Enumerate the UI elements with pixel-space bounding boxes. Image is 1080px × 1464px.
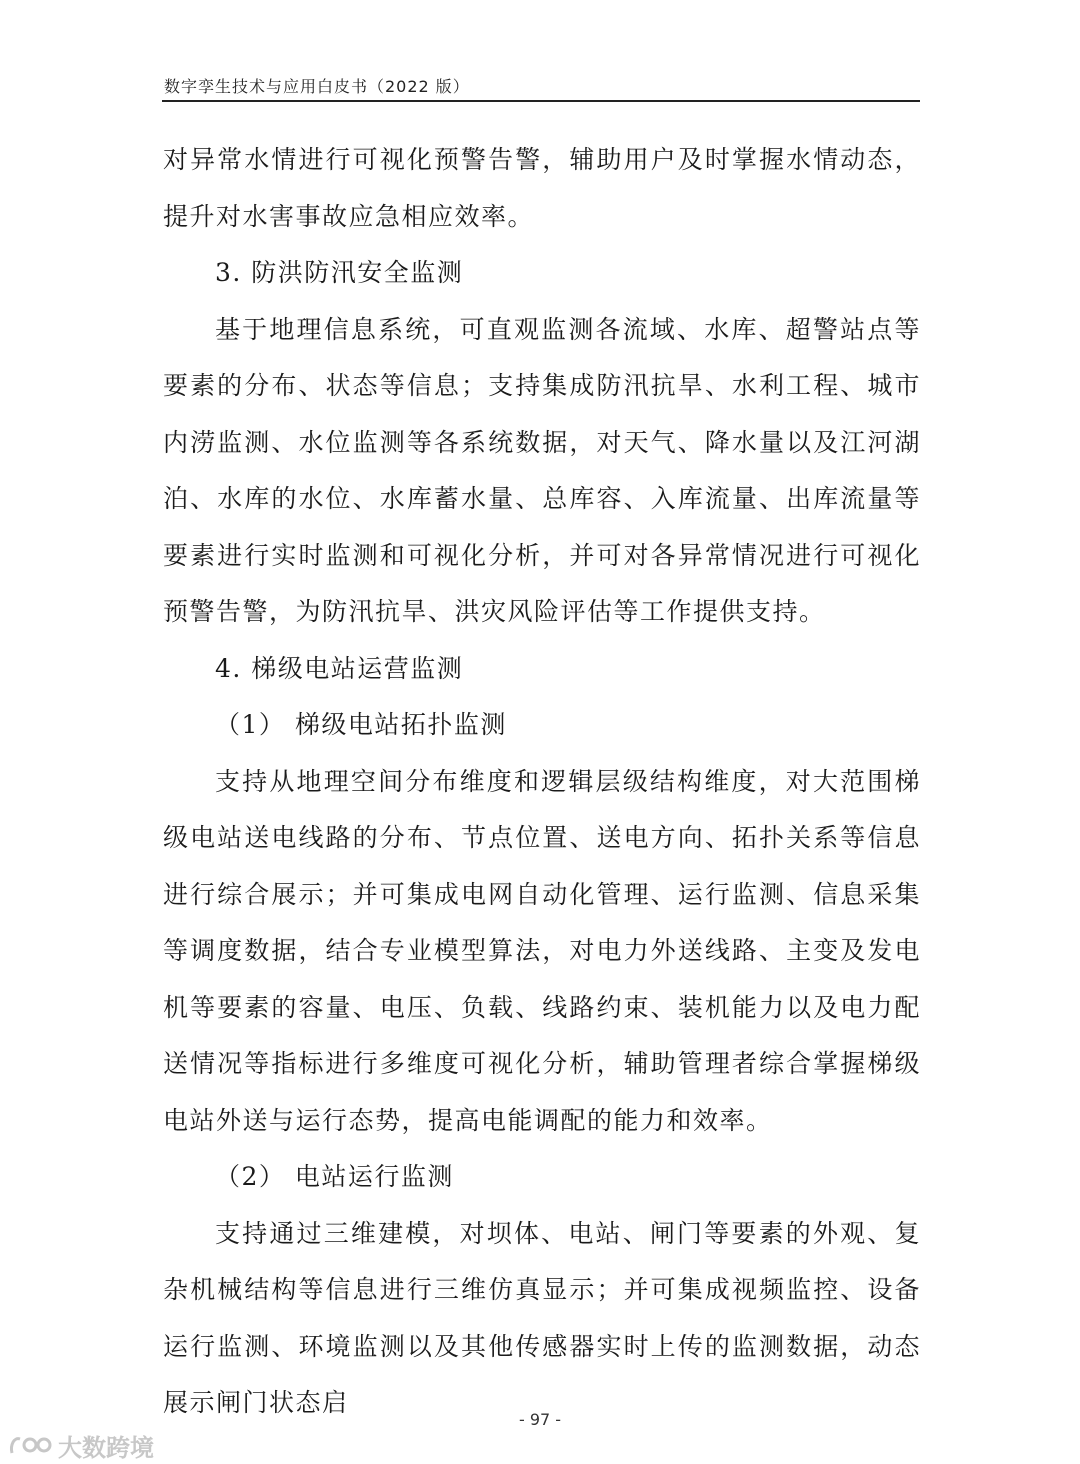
running-header: 数字孪生技术与应用白皮书（2022 版）	[164, 77, 470, 96]
paragraph-continued: 对异常水情进行可视化预警告警，辅助用户及时掌握水情动态，提升对水害事故应急相应效率。	[163, 145, 921, 231]
page-body	[163, 132, 921, 1432]
section-heading-3: 3. 防洪防汛安全监测	[215, 258, 464, 287]
page-number: - 97 -	[518, 1410, 562, 1429]
paragraph-station-monitoring: 支持通过三维建模，对坝体、电站、闸门等要素的外观、复杂机械结构等信息进行三维仿真显示；并可集成视频监控、设备运行监测、环境监测以及其他传感器实时上传的监测数据，动态展示闸门状态启	[163, 1218, 921, 1417]
subsection-heading-2: （2） 电站运行监测	[215, 1162, 454, 1191]
paragraph-flood-monitoring: 基于地理信息系统，可直观监测各流域、水库、超警站点等要素的分布、状态等信息；支持集成防汛抗旱、水利工程、城市内涝监测、水位监测等各系统数据，对天气、降水量以及江河湖泊、水库的水位、水库蓄水量、总库容、入库流量、出库流量等要素进行实时监测和可视化分析，并可对各异常情况进行可视化预警告警，为防汛抗旱、洪灾风险评估等工作提供支持。	[163, 314, 921, 626]
watermark	[8, 1428, 154, 1463]
paragraph-topology-monitoring: 支持从地理空间分布维度和逻辑层级结构维度，对大范围梯级电站送电线路的分布、节点位置、送电方向、拓扑关系等信息进行综合展示；并可集成电网自动化管理、运行监测、信息采集等调度数据，结合专业模型算法，对电力外送线路、主变及发电机等要素的容量、电压、负载、线路约束、装机能力以及电力配送情况等指标进行多维度可视化分析，辅助管理者综合掌握梯级电站外送与运行态势，提高电能调配的能力和效率。	[163, 766, 921, 1135]
header-divider	[162, 100, 920, 102]
watermark-text: 大数跨境	[58, 1434, 154, 1462]
watermark-logo-icon	[8, 1433, 54, 1459]
subsection-heading-1: （1） 梯级电站拓扑监测	[215, 710, 507, 739]
section-heading-4: 4. 梯级电站运营监测	[215, 653, 464, 683]
